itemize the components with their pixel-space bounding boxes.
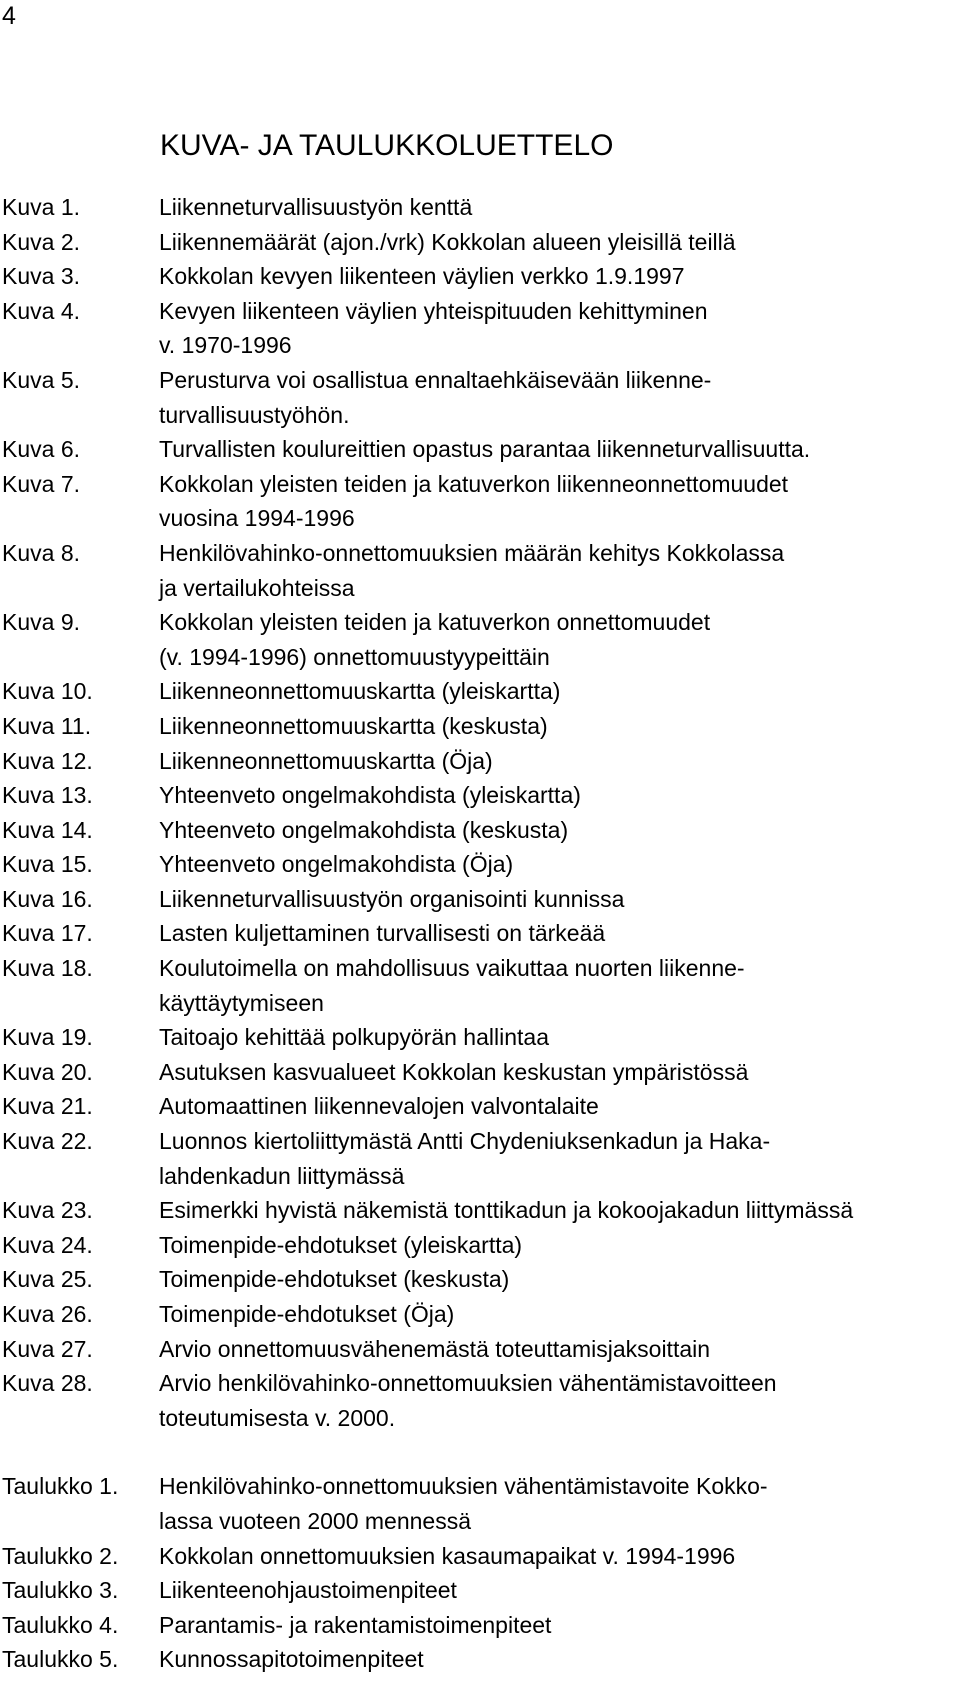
figure-label: Kuva 13. — [2, 782, 93, 809]
figure-caption: Liikenneonnettomuuskartta (Öja) — [159, 747, 493, 774]
table-caption: Kokkolan onnettomuuksien kasaumapaikat v. 1994-1996 — [159, 1542, 736, 1569]
figure-label: Kuva 28. — [2, 1370, 93, 1397]
page-title: KUVA- JA TAULUKKOLUETTELO — [160, 129, 614, 162]
figure-caption: Kevyen liikenteen väylien yhteispituuden kehittyminen v. 1970-1996 — [159, 297, 708, 359]
figure-caption: Asutuksen kasvualueet Kokkolan keskustan ympäristössä — [159, 1058, 749, 1085]
figure-entry-8 — [0, 536, 959, 605]
figure-entry-14 — [0, 813, 959, 848]
figure-label: Kuva 3. — [2, 263, 80, 290]
figure-entry-4 — [0, 294, 959, 363]
table-entry-2 — [0, 1539, 959, 1574]
figure-entry-27 — [0, 1332, 959, 1367]
figure-label: Kuva 2. — [2, 228, 80, 255]
figure-entry-7 — [0, 467, 959, 536]
figure-caption: Taitoajo kehittää polkupyörän hallintaa — [159, 1024, 549, 1051]
figure-label: Kuva 19. — [2, 1024, 93, 1051]
figure-label: Kuva 15. — [2, 851, 93, 878]
table-label: Taulukko 3. — [2, 1577, 119, 1604]
figure-entry-3 — [0, 259, 959, 294]
figure-entry-17 — [0, 916, 959, 951]
figure-label: Kuva 14. — [2, 816, 93, 843]
table-entry-5 — [0, 1642, 959, 1677]
figure-label: Kuva 4. — [2, 297, 80, 324]
figure-label: Kuva 24. — [2, 1231, 93, 1258]
figure-caption: Yhteenveto ongelmakohdista (keskusta) — [159, 816, 569, 843]
figure-label: Kuva 16. — [2, 885, 93, 912]
figure-caption: Arvio onnettomuusvähenemästä toteuttamisjaksoittain — [159, 1335, 711, 1362]
figure-entry-21 — [0, 1089, 959, 1124]
figure-caption: Esimerkki hyvistä näkemistä tonttikadun ja kokoojakadun liittymässä — [159, 1197, 854, 1224]
contents-list — [0, 190, 959, 1677]
figure-label: Kuva 1. — [2, 194, 80, 220]
table-caption: Liikenteenohjaustoimenpiteet — [159, 1577, 457, 1604]
figure-caption: Yhteenveto ongelmakohdista (yleiskartta) — [159, 782, 581, 809]
figure-entry-26 — [0, 1297, 959, 1332]
figure-entry-24 — [0, 1228, 959, 1263]
figure-caption: Liikenneturvallisuustyön organisointi kunnissa — [159, 885, 625, 912]
figure-entry-12 — [0, 744, 959, 779]
table-label: Taulukko 2. — [2, 1542, 119, 1569]
figure-entry-2 — [0, 225, 959, 260]
section-spacer — [0, 1435, 959, 1469]
figure-caption: Arvio henkilövahinko-onnettomuuksien vähentämistavoitteen toteutumisesta v. 2000. — [159, 1370, 777, 1431]
figure-entry-11 — [0, 709, 959, 744]
figure-entry-15 — [0, 847, 959, 882]
figure-label: Kuva 9. — [2, 609, 80, 636]
table-entry-4 — [0, 1608, 959, 1643]
figure-caption: Toimenpide-ehdotukset (yleiskartta) — [159, 1231, 523, 1258]
figure-label: Kuva 23. — [2, 1197, 93, 1224]
figure-label: Kuva 10. — [2, 678, 93, 705]
figure-label: Kuva 7. — [2, 470, 80, 497]
figure-entry-20 — [0, 1055, 959, 1090]
figure-entry-6 — [0, 432, 959, 467]
table-entry-3 — [0, 1573, 959, 1608]
figure-entry-16 — [0, 882, 959, 917]
figure-label: Kuva 6. — [2, 436, 80, 463]
figure-caption: Yhteenveto ongelmakohdista (Öja) — [159, 851, 514, 878]
figure-caption: Lasten kuljettaminen turvallisesti on tärkeää — [159, 920, 606, 947]
figure-entry-10 — [0, 674, 959, 709]
figure-caption: Koulutoimella on mahdollisuus vaikuttaa nuorten liikenne- käyttäytymiseen — [159, 955, 745, 1016]
figure-caption: Kokkolan yleisten teiden ja katuverkon liikenneonnettomuudet vuosina 1994-1996 — [159, 470, 789, 532]
figure-label: Kuva 11. — [2, 712, 92, 739]
figure-caption: Liikenneonnettomuuskartta (yleiskartta) — [159, 678, 561, 705]
figure-caption: Toimenpide-ehdotukset (Öja) — [159, 1301, 455, 1327]
figure-caption: Perusturva voi osallistua ennaltaehkäisevään liikenne- turvallisuustyöhön. — [159, 366, 712, 428]
figure-entry-25 — [0, 1262, 959, 1297]
figure-caption: Luonnos kiertoliittymästä Antti Chydeniuksenkadun ja Haka- lahdenkadun liittymässä — [159, 1128, 771, 1189]
figure-label: Kuva 12. — [2, 747, 93, 774]
figure-label: Kuva 21. — [2, 1093, 93, 1120]
table-label: Taulukko 4. — [2, 1611, 119, 1638]
figure-label: Kuva 20. — [2, 1058, 93, 1085]
figure-entry-22 — [0, 1124, 959, 1193]
figure-caption: Henkilövahinko-onnettomuuksien määrän kehitys Kokkolassa ja vertailukohteissa — [159, 539, 785, 601]
figure-label: Kuva 27. — [2, 1335, 93, 1362]
figure-entry-28 — [0, 1366, 959, 1435]
figure-entry-1 — [0, 190, 959, 225]
figure-label: Kuva 22. — [2, 1128, 93, 1155]
figure-entry-19 — [0, 1020, 959, 1055]
figure-caption: Kokkolan yleisten teiden ja katuverkon onnettomuudet (v. 1994-1996) onnettomuustyypeittäin — [159, 609, 711, 670]
table-caption: Kunnossapitotoimenpiteet — [159, 1646, 424, 1673]
figure-caption: Liikenneturvallisuustyön kenttä — [159, 194, 473, 220]
table-label: Taulukko 5. — [2, 1646, 119, 1673]
figure-caption: Kokkolan kevyen liikenteen väylien verkko 1.9.1997 — [159, 263, 685, 290]
figure-caption: Automaattinen liikennevalojen valvontalaite — [159, 1093, 599, 1120]
table-caption: Parantamis- ja rakentamistoimenpiteet — [159, 1611, 552, 1638]
figure-entry-9 — [0, 605, 959, 674]
figure-label: Kuva 25. — [2, 1266, 93, 1293]
figure-label: Kuva 5. — [2, 366, 80, 393]
figure-label: Kuva 18. — [2, 955, 93, 982]
table-entry-1 — [0, 1469, 959, 1538]
page-number: 4 — [2, 2, 16, 30]
table-label: Taulukko 1. — [2, 1473, 119, 1500]
figure-label: Kuva 8. — [2, 539, 80, 566]
figure-entry-13 — [0, 778, 959, 813]
figure-caption: Liikennemäärät (ajon./vrk) Kokkolan alueen yleisillä teillä — [159, 228, 736, 255]
figure-entry-23 — [0, 1193, 959, 1228]
figure-entry-18 — [0, 951, 959, 1020]
figure-caption: Liikenneonnettomuuskartta (keskusta) — [159, 712, 548, 739]
figure-caption: Turvallisten koulureittien opastus parantaa liikenneturvallisuutta. — [159, 436, 811, 463]
figure-caption: Toimenpide-ehdotukset (keskusta) — [159, 1266, 510, 1293]
figure-label: Kuva 26. — [2, 1301, 93, 1327]
figure-label: Kuva 17. — [2, 920, 93, 947]
table-caption: Henkilövahinko-onnettomuuksien vähentämistavoite Kokko- lassa vuoteen 2000 mennessä — [159, 1473, 768, 1534]
figure-entry-5 — [0, 363, 959, 432]
